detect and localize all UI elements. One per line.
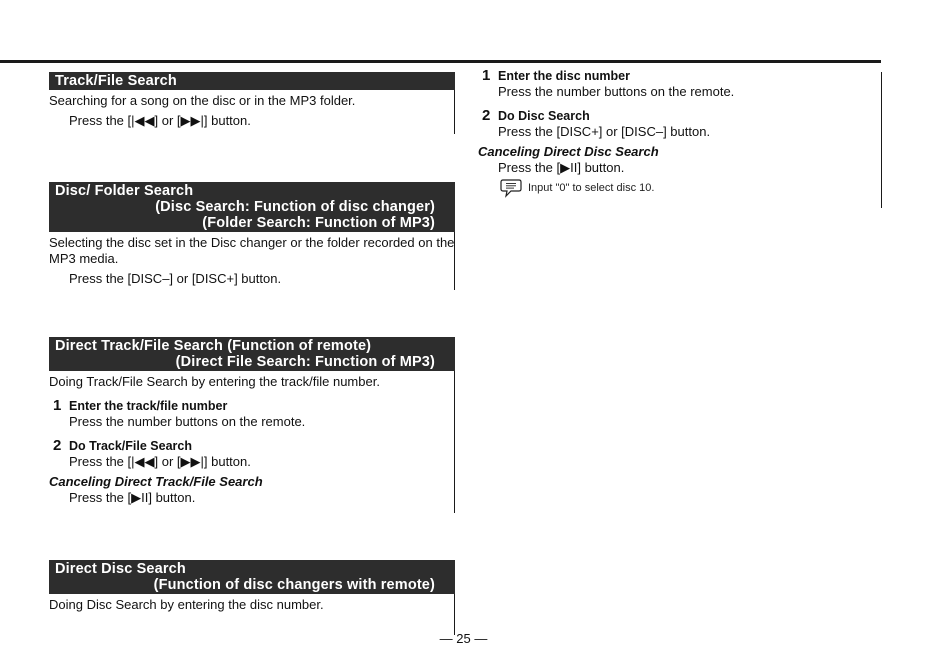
cancel-text: Press the [▶II] button. — [498, 160, 625, 175]
step-1 — [49, 398, 455, 414]
step-number: 1 — [482, 67, 491, 84]
step-text: Press the [|◀◀] or [▶▶|] button. — [69, 454, 251, 469]
header-subtitle: (Function of disc changers with remote) — [153, 577, 435, 593]
header-subtitle: (Direct File Search: Function of MP3) — [175, 354, 435, 370]
section-description: Selecting the disc set in the Disc changer or the folder recorded on the MP3 media. — [49, 235, 455, 266]
step-text: Press the number buttons on the remote. — [69, 414, 306, 429]
header-subtitle: (Folder Search: Function of MP3) — [202, 215, 435, 231]
folder-search-section — [49, 182, 455, 287]
section-header — [49, 337, 455, 371]
header-subtitle: (Disc Search: Function of disc changer) — [155, 199, 435, 215]
header-title: Direct Disc Search — [55, 561, 186, 577]
section-description: Doing Track/File Search by entering the track/file number. — [49, 374, 380, 389]
step-2 — [478, 108, 878, 124]
step-1 — [478, 68, 878, 84]
section-action: Press the [|◀◀] or [▶▶|] button. — [69, 113, 251, 128]
page-number: — 25 — — [439, 631, 488, 646]
section-header — [49, 560, 455, 594]
note — [478, 178, 878, 198]
header-title: Track/File Search — [55, 73, 177, 89]
step-2 — [49, 438, 455, 454]
step-title: Enter the disc number — [498, 69, 630, 83]
step-number: 2 — [482, 107, 491, 124]
note-text: Input "0" to select disc 10. — [528, 182, 655, 194]
top-rule — [0, 60, 881, 63]
direct-disc-continued — [478, 68, 878, 198]
step-text: Press the number buttons on the remote. — [498, 84, 735, 99]
header-title: Direct Track/File Search (Function of remote) — [55, 338, 372, 354]
direct-disc-section — [49, 560, 455, 613]
track-search-section — [49, 72, 455, 129]
section-description: Searching for a song on the disc or in the MP3 folder. — [49, 93, 356, 108]
section-action: Press the [DISC–] or [DISC+] button. — [69, 271, 282, 286]
step-title: Do Disc Search — [498, 109, 590, 123]
direct-track-section — [49, 337, 455, 506]
step-title: Enter the track/file number — [69, 399, 228, 413]
section-header — [49, 72, 455, 90]
step-text: Press the [DISC+] or [DISC–] button. — [498, 124, 711, 139]
section-description: Doing Disc Search by entering the disc number. — [49, 597, 324, 612]
cancel-title: Canceling Direct Track/File Search — [49, 474, 263, 489]
cancel-text: Press the [▶II] button. — [69, 490, 196, 505]
step-number: 2 — [53, 437, 62, 454]
speech-bubble-note-icon — [500, 178, 522, 198]
cancel-title: Canceling Direct Disc Search — [478, 144, 659, 159]
section-header — [49, 182, 455, 232]
step-title: Do Track/File Search — [69, 439, 192, 453]
header-title: Disc/ Folder Search — [55, 183, 194, 199]
page-edge-bar — [881, 72, 882, 208]
step-number: 1 — [53, 397, 62, 414]
